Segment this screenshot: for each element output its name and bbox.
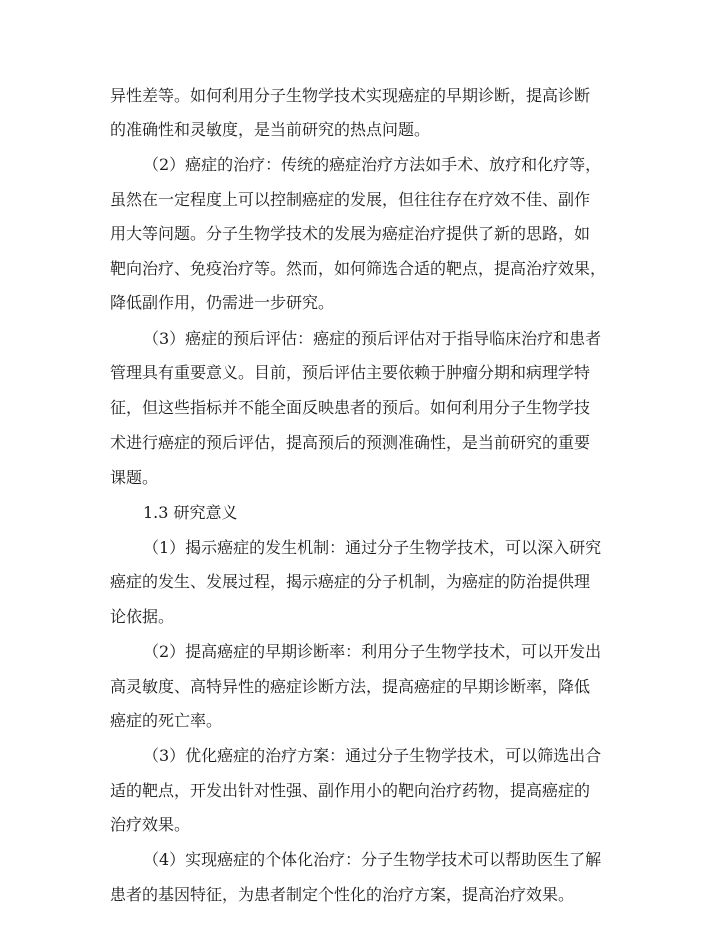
text-line: 适的靶点，开发出针对性强、副作用小的靶向治疗药物，提高癌症的	[110, 781, 591, 800]
text-line: 论依据。	[110, 607, 175, 626]
paragraph-2-start: （2）癌症的治疗：传统的癌症治疗方法如手术、放疗和化疗等，	[143, 155, 602, 174]
text-line: 课题。	[110, 468, 159, 487]
text-line: 癌症的死亡率。	[110, 711, 223, 730]
text-line: 征，但这些指标并不能全面反映患者的预后。如何利用分子生物学技	[110, 398, 591, 417]
text-line: 靶向治疗、免疫治疗等。然而，如何筛选合适的靶点，提高治疗效果，	[110, 259, 607, 278]
text-line: 高灵敏度、高特异性的癌症诊断方法，提高癌症的早期诊断率，降低	[110, 677, 591, 696]
text-line: 虽然在一定程度上可以控制癌症的发展，但往往存在疗效不佳、副作	[110, 190, 591, 209]
text-line: 异性差等。如何利用分子生物学技术实现癌症的早期诊断，提高诊断	[110, 86, 591, 105]
paragraph-3-start: （3）癌症的预后评估：癌症的预后评估对于指导临床治疗和患者	[143, 329, 602, 348]
text-line: 患者的基因特征，为患者制定个性化的治疗方案，提高治疗效果。	[110, 885, 575, 904]
text-line: 治疗效果。	[110, 815, 191, 834]
text-line: 管理具有重要意义。目前，预后评估主要依赖于肿瘤分期和病理学特	[110, 363, 591, 382]
text-line: 用大等问题。分子生物学技术的发展为癌症治疗提供了新的思路，如	[110, 224, 591, 243]
text-line: 的准确性和灵敏度，是当前研究的热点问题。	[110, 120, 431, 139]
text-line: 术进行癌症的预后评估，提高预后的预测准确性，是当前研究的重要	[110, 433, 591, 452]
meaning-4-start: （4）实现癌症的个体化治疗：分子生物学技术可以帮助医生了解	[143, 850, 602, 869]
section-heading: 1.3 研究意义	[143, 503, 238, 522]
meaning-3-start: （3）优化癌症的治疗方案：通过分子生物学技术，可以筛选出合	[143, 746, 602, 765]
meaning-2-start: （2）提高癌症的早期诊断率：利用分子生物学技术，可以开发出	[143, 642, 602, 661]
text-line: 癌症的发生、发展过程，揭示癌症的分子机制，为癌症的防治提供理	[110, 572, 591, 591]
text-line: 降低副作用，仍需进一步研究。	[110, 293, 335, 312]
meaning-1-start: （1）揭示癌症的发生机制：通过分子生物学技术，可以深入研究	[143, 538, 602, 557]
